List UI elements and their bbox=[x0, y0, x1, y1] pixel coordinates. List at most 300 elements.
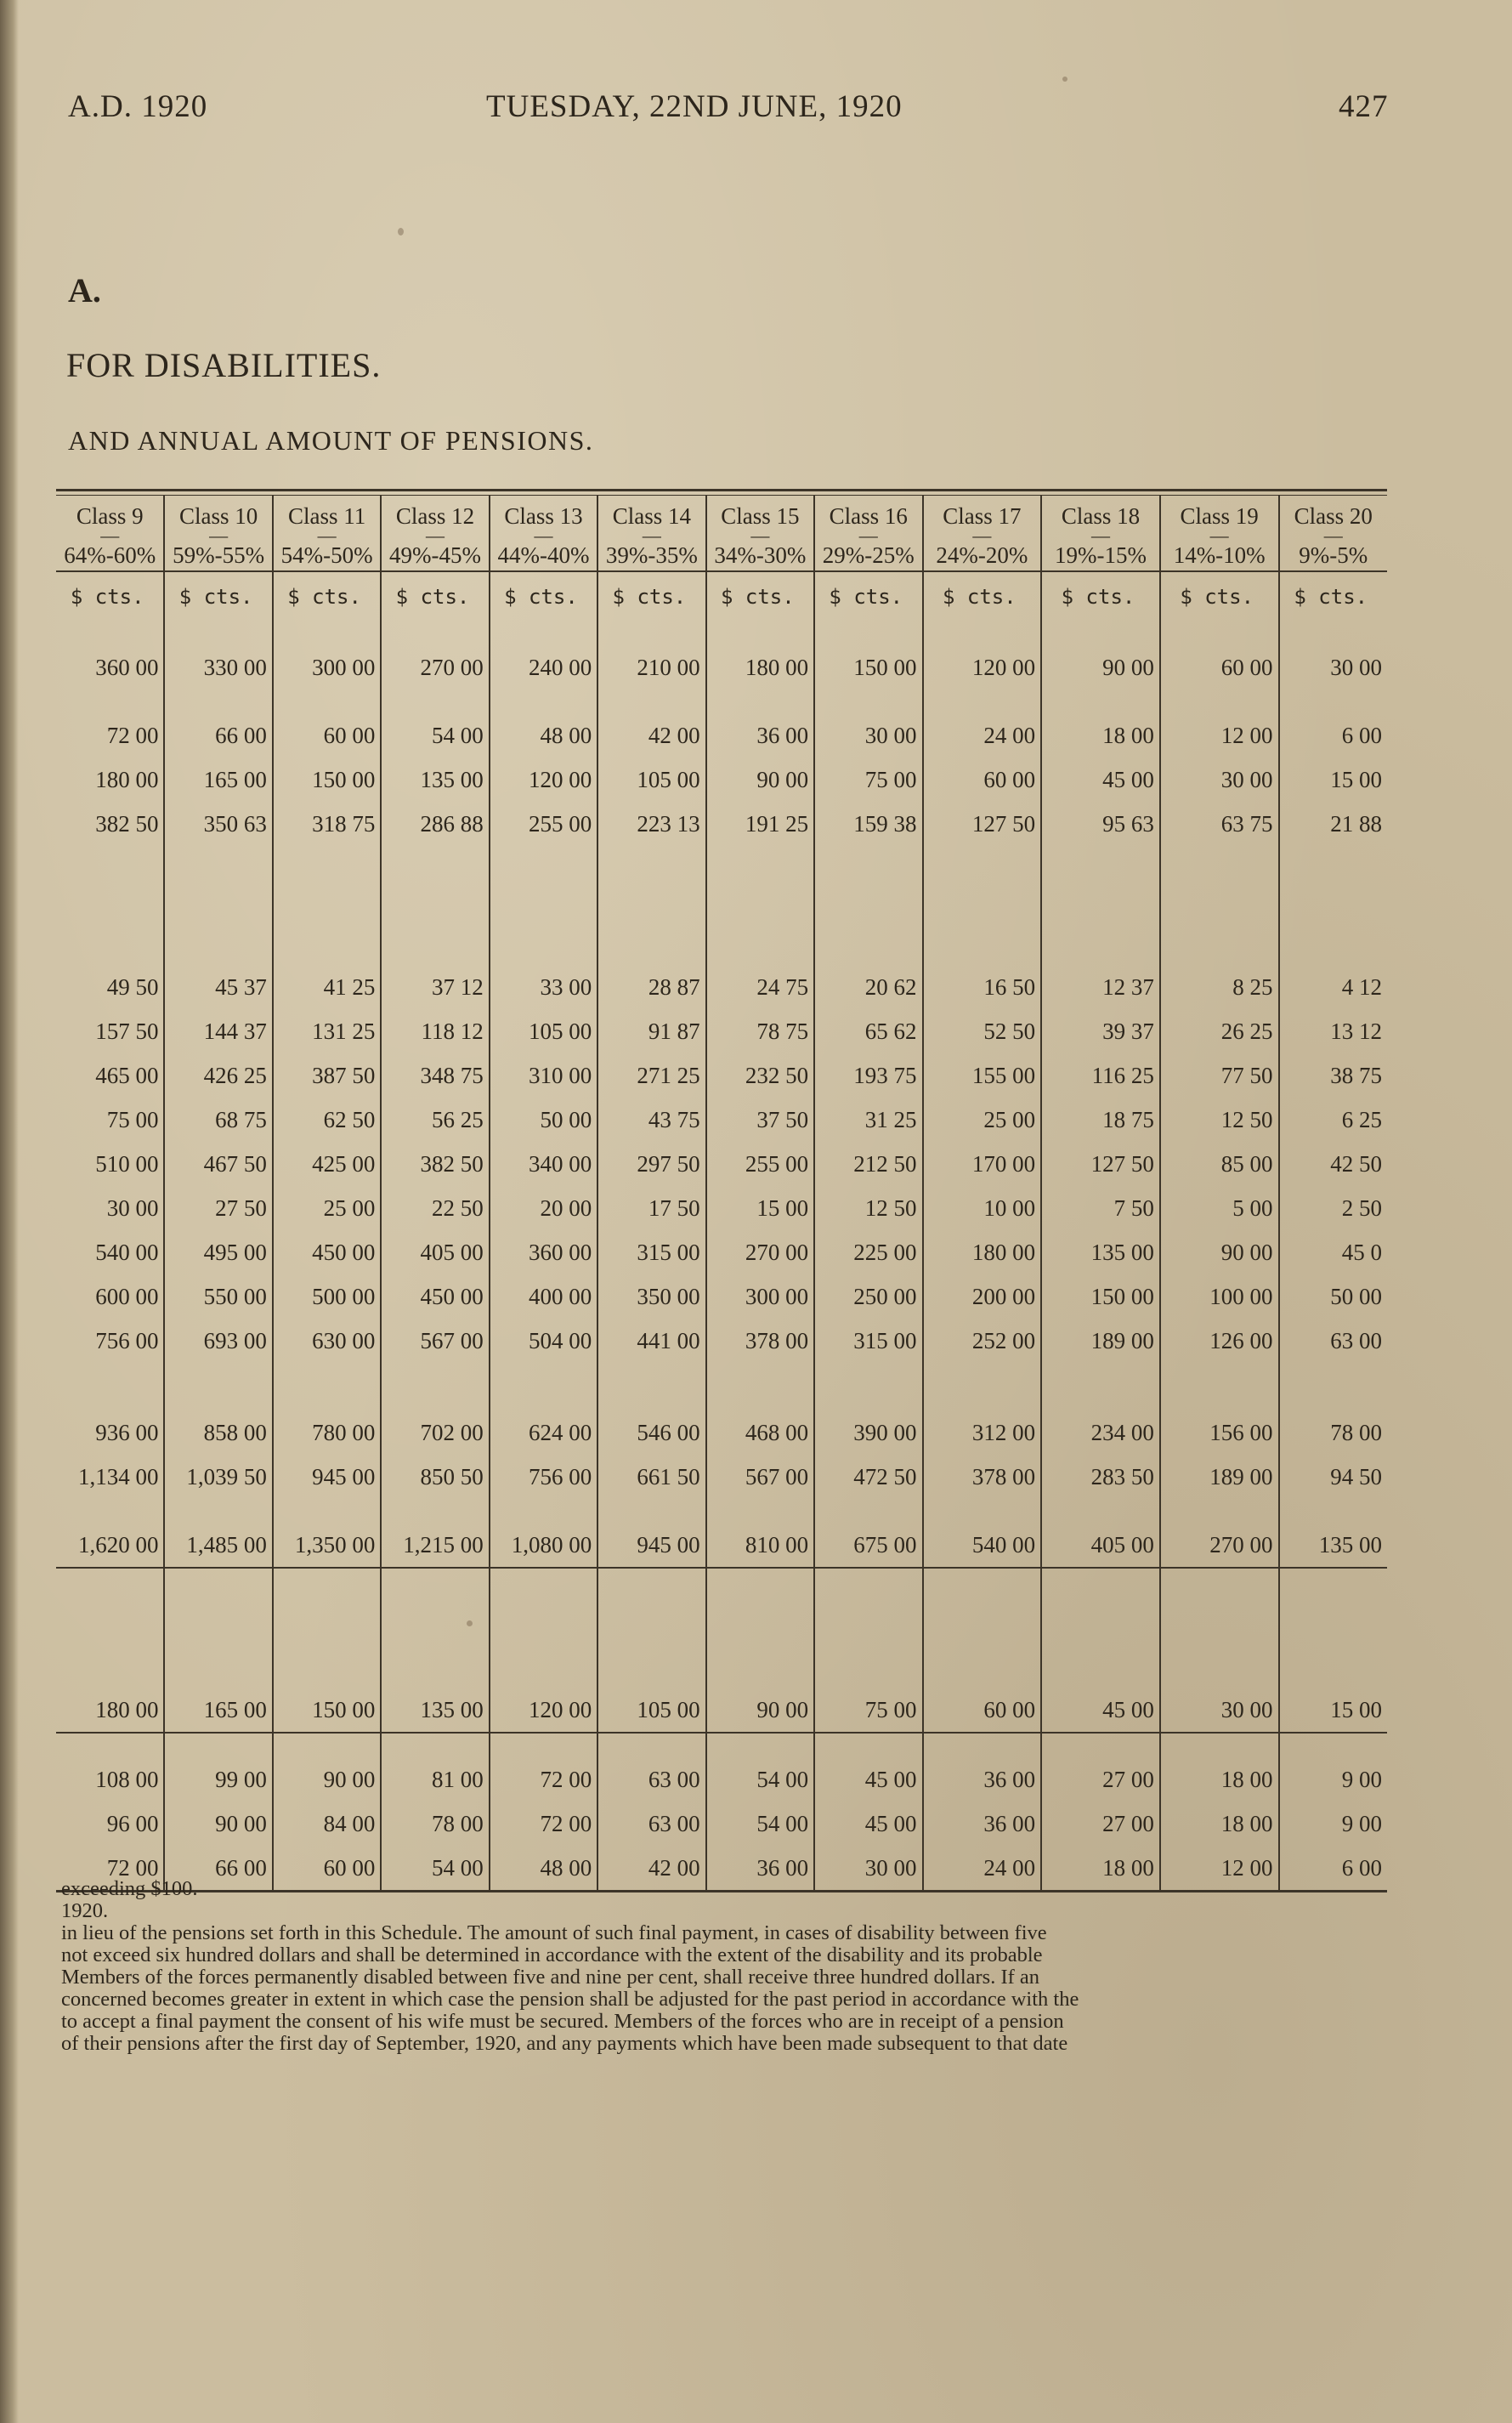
table-cell: 45 00 bbox=[1041, 758, 1160, 802]
table-cell: 4 12 bbox=[1341, 973, 1382, 1000]
ink-speck bbox=[398, 228, 404, 235]
table-cell: 127 50 bbox=[923, 802, 1042, 846]
table-spacer-row bbox=[56, 689, 1387, 713]
note-line: in lieu of the pensions set forth in this Schedule. The amount of such final payment, in cases of disability between five bbox=[61, 1921, 1047, 1944]
table-cell: 77 50 bbox=[1160, 1053, 1279, 1098]
table-cell: 50 00 bbox=[1330, 1283, 1382, 1309]
table-cell: 45 00 bbox=[1041, 1688, 1160, 1733]
table-cell: 54 00 bbox=[706, 1757, 814, 1802]
percent-range: 9%-5% bbox=[1299, 542, 1368, 568]
table-cell: 850 50 bbox=[381, 1455, 489, 1499]
table-cell: 60 00 bbox=[923, 758, 1042, 802]
table-cell: 27 00 bbox=[1041, 1757, 1160, 1802]
table-cell: 387 50 bbox=[273, 1053, 381, 1098]
spacer-cell bbox=[814, 1499, 922, 1523]
table-cell: 90 00 bbox=[1160, 1230, 1279, 1274]
table-cell: 18 00 bbox=[1160, 1757, 1279, 1802]
table-cell: 54 00 bbox=[381, 713, 489, 758]
spacer-cell bbox=[381, 1568, 489, 1688]
percent-range: 49%-45% bbox=[389, 542, 482, 568]
table-cell: 24 75 bbox=[706, 965, 814, 1009]
table-cell: 180 00 bbox=[56, 1688, 164, 1733]
table-cell: 15 00 bbox=[1330, 766, 1382, 792]
table-cell: 120 00 bbox=[490, 1688, 597, 1733]
table-cell: 348 75 bbox=[381, 1053, 489, 1098]
spacer-cell bbox=[1041, 621, 1160, 645]
spacer-cell bbox=[923, 1568, 1042, 1688]
table-cell: 270 00 bbox=[381, 645, 489, 689]
table-cell: 189 00 bbox=[1160, 1455, 1279, 1499]
table-cell: 13 12 bbox=[1330, 1018, 1382, 1044]
table-cell: 504 00 bbox=[490, 1319, 597, 1363]
header-dash: — bbox=[317, 525, 337, 546]
spacer-cell bbox=[273, 1568, 381, 1688]
table-cell: 81 00 bbox=[381, 1757, 489, 1802]
table-cell: 41 25 bbox=[273, 965, 381, 1009]
table-cell: 48 00 bbox=[490, 713, 597, 758]
table-cell: 39 37 bbox=[1041, 1009, 1160, 1053]
column-header bbox=[923, 496, 1042, 571]
spacer-cell bbox=[1160, 1733, 1279, 1757]
table-row bbox=[56, 1757, 1387, 1802]
header-dash: — bbox=[1209, 525, 1229, 546]
percent-range: 44%-40% bbox=[497, 542, 590, 568]
table-cell: 144 37 bbox=[164, 1009, 272, 1053]
table-cell: 16 50 bbox=[923, 965, 1042, 1009]
table-cell: 45 0 bbox=[1341, 1239, 1382, 1265]
column-header bbox=[597, 496, 705, 571]
header-dash: — bbox=[858, 525, 878, 546]
unit-cell: $ cts. bbox=[923, 571, 1042, 621]
table-cell: 330 00 bbox=[164, 645, 272, 689]
table-cell: 100 00 bbox=[1160, 1274, 1279, 1319]
ink-speck bbox=[1062, 77, 1067, 82]
note-line: exceeding $100. bbox=[61, 1877, 198, 1900]
percent-range: 29%-25% bbox=[822, 542, 915, 568]
table-spacer-row bbox=[56, 846, 1387, 965]
table-row bbox=[56, 1186, 1387, 1230]
table-cell: 212 50 bbox=[814, 1142, 922, 1186]
class-label: Class 19 bbox=[1180, 503, 1259, 529]
table-cell: 90 00 bbox=[706, 1688, 814, 1733]
table-cell: 30 00 bbox=[814, 713, 922, 758]
table-cell: 50 00 bbox=[490, 1098, 597, 1142]
spacer-cell bbox=[56, 689, 164, 713]
spacer-cell bbox=[164, 1568, 272, 1688]
table-cell: 78 00 bbox=[381, 1802, 489, 1846]
table-row bbox=[56, 1230, 1387, 1274]
table-cell: 156 00 bbox=[1160, 1410, 1279, 1455]
column-header bbox=[490, 496, 597, 571]
section-letter: A. bbox=[68, 271, 101, 309]
table-cell: 30 00 bbox=[1160, 1688, 1279, 1733]
table-cell: 425 00 bbox=[273, 1142, 381, 1186]
table-row bbox=[56, 1410, 1387, 1455]
table-row bbox=[56, 645, 1387, 689]
table-cell: 18 00 bbox=[1041, 713, 1160, 758]
unit-cell: $ cts. bbox=[56, 571, 164, 621]
table-row bbox=[56, 1455, 1387, 1499]
table-cell: 135 00 bbox=[1318, 1531, 1382, 1558]
table-cell: 37 50 bbox=[706, 1098, 814, 1142]
table-cell: 26 25 bbox=[1160, 1009, 1279, 1053]
table-cell: 78 00 bbox=[1330, 1419, 1382, 1445]
table-cell: 232 50 bbox=[706, 1053, 814, 1098]
table-cell: 630 00 bbox=[273, 1319, 381, 1363]
table-cell: 12 00 bbox=[1160, 713, 1279, 758]
table-cell: 15 00 bbox=[1330, 1696, 1382, 1722]
table-cell: 159 38 bbox=[814, 802, 922, 846]
table-cell: 7 50 bbox=[1041, 1186, 1160, 1230]
table-cell: 756 00 bbox=[56, 1319, 164, 1363]
table-cell: 12 00 bbox=[1160, 1846, 1279, 1892]
spacer-cell bbox=[164, 1499, 272, 1523]
spacer-cell bbox=[273, 1363, 381, 1410]
spacer-cell bbox=[164, 1733, 272, 1757]
spacer-cell bbox=[164, 689, 272, 713]
percent-range: 24%-20% bbox=[936, 542, 1028, 568]
table-cell: 63 00 bbox=[597, 1757, 705, 1802]
column-header bbox=[706, 496, 814, 571]
table-cell: 450 00 bbox=[273, 1230, 381, 1274]
page-binding-edge bbox=[0, 0, 19, 2423]
spacer-cell bbox=[706, 621, 814, 645]
table-cell: 90 00 bbox=[706, 758, 814, 802]
percent-range: 39%-35% bbox=[605, 542, 698, 568]
table-cell: 510 00 bbox=[56, 1142, 164, 1186]
table-cell: 318 75 bbox=[273, 802, 381, 846]
table-cell: 240 00 bbox=[490, 645, 597, 689]
table-cell: 20 62 bbox=[814, 965, 922, 1009]
table-cell: 1,080 00 bbox=[490, 1523, 597, 1568]
table-cell: 78 75 bbox=[706, 1009, 814, 1053]
header-dash: — bbox=[972, 525, 992, 546]
table-cell: 84 00 bbox=[273, 1802, 381, 1846]
table-cell: 661 50 bbox=[597, 1455, 705, 1499]
spacer-cell bbox=[273, 1733, 381, 1757]
table-cell: 105 00 bbox=[597, 758, 705, 802]
table-cell: 165 00 bbox=[164, 758, 272, 802]
table-cell: 286 88 bbox=[381, 802, 489, 846]
table-cell: 756 00 bbox=[490, 1455, 597, 1499]
table-cell: 540 00 bbox=[56, 1230, 164, 1274]
table-cell: 400 00 bbox=[490, 1274, 597, 1319]
table-cell: 426 25 bbox=[164, 1053, 272, 1098]
spacer-cell bbox=[56, 846, 164, 965]
column-header-row bbox=[56, 496, 1387, 571]
table-cell: 18 75 bbox=[1041, 1098, 1160, 1142]
spacer-cell bbox=[923, 689, 1042, 713]
table-cell: 378 00 bbox=[923, 1455, 1042, 1499]
spacer-cell bbox=[706, 846, 814, 965]
table-cell: 270 00 bbox=[1160, 1523, 1279, 1568]
table-cell: 20 00 bbox=[490, 1186, 597, 1230]
table-cell: 858 00 bbox=[164, 1410, 272, 1455]
table-cell: 99 00 bbox=[164, 1757, 272, 1802]
spacer-cell bbox=[381, 689, 489, 713]
spacer-cell bbox=[1041, 1499, 1160, 1523]
table-cell: 550 00 bbox=[164, 1274, 272, 1319]
table-cell: 600 00 bbox=[56, 1274, 164, 1319]
table-cell: 108 00 bbox=[56, 1757, 164, 1802]
table-cell: 63 00 bbox=[597, 1802, 705, 1846]
class-label: Class 10 bbox=[179, 503, 258, 529]
table-cell: 60 00 bbox=[1160, 645, 1279, 689]
table-cell: 312 00 bbox=[923, 1410, 1042, 1455]
table-cell: 30 00 bbox=[814, 1846, 922, 1892]
spacer-cell bbox=[56, 1733, 164, 1757]
table-cell: 135 00 bbox=[381, 1688, 489, 1733]
class-label: Class 16 bbox=[829, 503, 908, 529]
table-cell: 234 00 bbox=[1041, 1410, 1160, 1455]
column-header bbox=[1041, 496, 1160, 571]
table-row bbox=[56, 1053, 1387, 1098]
percent-range: 19%-15% bbox=[1055, 542, 1147, 568]
table-cell: 193 75 bbox=[814, 1053, 922, 1098]
table-row bbox=[56, 1098, 1387, 1142]
note-line: of their pensions after the first day of September, 1920, and any payments which have been made subsequent to that date bbox=[61, 2032, 1068, 2055]
table-cell: 68 75 bbox=[164, 1098, 272, 1142]
table-cell: 91 87 bbox=[597, 1009, 705, 1053]
spacer-cell bbox=[164, 621, 272, 645]
spacer-cell bbox=[381, 846, 489, 965]
table-cell: 48 00 bbox=[490, 1846, 597, 1892]
table-cell: 90 00 bbox=[273, 1757, 381, 1802]
table-cell: 180 00 bbox=[56, 758, 164, 802]
table-cell: 75 00 bbox=[814, 1688, 922, 1733]
table-cell: 56 25 bbox=[381, 1098, 489, 1142]
table-cell: 191 25 bbox=[706, 802, 814, 846]
class-label: Class 17 bbox=[943, 503, 1022, 529]
spacer-cell bbox=[1160, 1363, 1279, 1410]
header-dash: — bbox=[534, 525, 553, 546]
table-cell: 12 50 bbox=[814, 1186, 922, 1230]
table-cell: 62 50 bbox=[273, 1098, 381, 1142]
table-cell: 540 00 bbox=[923, 1523, 1042, 1568]
table-cell: 200 00 bbox=[923, 1274, 1042, 1319]
table-cell: 180 00 bbox=[923, 1230, 1042, 1274]
note-line: 1920. bbox=[61, 1899, 109, 1922]
table-cell: 120 00 bbox=[923, 645, 1042, 689]
spacer-cell bbox=[273, 846, 381, 965]
unit-cell: $ cts. bbox=[706, 571, 814, 621]
table-cell: 22 50 bbox=[381, 1186, 489, 1230]
table-cell: 135 00 bbox=[381, 758, 489, 802]
class-label: Class 12 bbox=[395, 503, 475, 529]
table-cell: 30 00 bbox=[1330, 654, 1382, 680]
spacer-cell bbox=[923, 1499, 1042, 1523]
table-cell: 126 00 bbox=[1160, 1319, 1279, 1363]
table-cell: 252 00 bbox=[923, 1319, 1042, 1363]
percent-range: 59%-55% bbox=[173, 542, 265, 568]
spacer-cell bbox=[1160, 621, 1279, 645]
table-row bbox=[56, 802, 1387, 846]
unit-cell: $ cts. bbox=[164, 571, 272, 621]
spacer-cell bbox=[164, 846, 272, 965]
header-dash: — bbox=[750, 525, 770, 546]
spacer-cell bbox=[597, 1363, 705, 1410]
table-cell: 1,350 00 bbox=[273, 1523, 381, 1568]
table-cell: 170 00 bbox=[923, 1142, 1042, 1186]
table-cell: 120 00 bbox=[490, 758, 597, 802]
table-cell: 350 63 bbox=[164, 802, 272, 846]
unit-cell: $ cts. bbox=[1279, 571, 1387, 621]
spacer-cell bbox=[490, 1733, 597, 1757]
table-cell: 8 25 bbox=[1160, 965, 1279, 1009]
spacer-cell bbox=[814, 621, 922, 645]
table-cell: 116 25 bbox=[1041, 1053, 1160, 1098]
table-cell: 75 00 bbox=[56, 1098, 164, 1142]
header-year: A.D. 1920 bbox=[68, 89, 208, 124]
table-cell: 255 00 bbox=[490, 802, 597, 846]
table-cell: 495 00 bbox=[164, 1230, 272, 1274]
table-cell: 43 75 bbox=[597, 1098, 705, 1142]
table-row bbox=[56, 1142, 1387, 1186]
section-subheading: AND ANNUAL AMOUNT OF PENSIONS. bbox=[68, 425, 594, 456]
table-cell: 340 00 bbox=[490, 1142, 597, 1186]
percent-range: 54%-50% bbox=[280, 542, 373, 568]
table-cell: 9 00 bbox=[1341, 1810, 1382, 1836]
table-cell: 6 00 bbox=[1341, 722, 1382, 748]
spacer-cell bbox=[381, 1733, 489, 1757]
spacer-cell bbox=[56, 1363, 164, 1410]
table-row bbox=[56, 1319, 1387, 1363]
table-cell: 6 25 bbox=[1341, 1106, 1382, 1132]
spacer-cell bbox=[814, 1568, 922, 1688]
table-cell: 28 87 bbox=[597, 965, 705, 1009]
table-cell: 945 00 bbox=[597, 1523, 705, 1568]
unit-cell: $ cts. bbox=[1041, 571, 1160, 621]
table-cell: 25 00 bbox=[273, 1186, 381, 1230]
table-cell: 66 00 bbox=[164, 1846, 272, 1892]
table-cell: 21 88 bbox=[1330, 810, 1382, 837]
percent-range: 14%-10% bbox=[1173, 542, 1266, 568]
class-label: Class 9 bbox=[76, 503, 144, 529]
column-header bbox=[381, 496, 489, 571]
spacer-cell bbox=[1160, 689, 1279, 713]
class-label: Class 14 bbox=[612, 503, 692, 529]
table-cell: 60 00 bbox=[273, 1846, 381, 1892]
spacer-cell bbox=[1279, 1568, 1387, 1688]
table-row bbox=[56, 713, 1387, 758]
table-cell: 24 00 bbox=[923, 1846, 1042, 1892]
table-cell: 9 00 bbox=[1341, 1766, 1382, 1792]
table-row bbox=[56, 1802, 1387, 1846]
unit-cell: $ cts. bbox=[381, 571, 489, 621]
spacer-cell bbox=[56, 621, 164, 645]
table-spacer-row bbox=[56, 1733, 1387, 1757]
spacer-cell bbox=[814, 689, 922, 713]
spacer-cell bbox=[56, 1568, 164, 1688]
table-cell: 250 00 bbox=[814, 1274, 922, 1319]
spacer-cell bbox=[706, 1499, 814, 1523]
table-cell: 36 00 bbox=[923, 1757, 1042, 1802]
pension-table bbox=[56, 496, 1387, 1892]
table-cell: 189 00 bbox=[1041, 1319, 1160, 1363]
table-cell: 2 50 bbox=[1341, 1194, 1382, 1221]
table-cell: 360 00 bbox=[56, 645, 164, 689]
table-cell: 360 00 bbox=[490, 1230, 597, 1274]
table-cell: 405 00 bbox=[381, 1230, 489, 1274]
class-label: Class 11 bbox=[287, 503, 366, 529]
header-dash: — bbox=[426, 525, 445, 546]
table-cell: 300 00 bbox=[273, 645, 381, 689]
table-body bbox=[56, 621, 1387, 1892]
table-cell: 37 12 bbox=[381, 965, 489, 1009]
spacer-cell bbox=[597, 1733, 705, 1757]
table-cell: 72 00 bbox=[56, 1846, 164, 1892]
table-cell: 60 00 bbox=[923, 1688, 1042, 1733]
spacer-cell bbox=[381, 1499, 489, 1523]
header-dash: — bbox=[1091, 525, 1110, 546]
spacer-cell bbox=[381, 621, 489, 645]
spacer-cell bbox=[1279, 846, 1387, 965]
table-cell: 90 00 bbox=[1041, 645, 1160, 689]
table-cell: 936 00 bbox=[56, 1410, 164, 1455]
spacer-cell bbox=[814, 846, 922, 965]
table-cell: 15 00 bbox=[706, 1186, 814, 1230]
table-cell: 1,039 50 bbox=[164, 1455, 272, 1499]
column-header bbox=[273, 496, 381, 571]
note-line: Members of the forces permanently disabled between five and nine per cent, shall receive three hundred dollars. If an bbox=[61, 1966, 1040, 1989]
percent-range: 64%-60% bbox=[64, 542, 156, 568]
spacer-cell bbox=[490, 689, 597, 713]
header-date: TUESDAY, 22ND JUNE, 1920 bbox=[486, 89, 903, 124]
spacer-cell bbox=[56, 1499, 164, 1523]
table-cell: 271 25 bbox=[597, 1053, 705, 1098]
table-cell: 390 00 bbox=[814, 1410, 922, 1455]
class-label: Class 13 bbox=[504, 503, 583, 529]
table-cell: 27 50 bbox=[164, 1186, 272, 1230]
table-row bbox=[56, 965, 1387, 1009]
footnotes bbox=[61, 1878, 1387, 2055]
table-cell: 150 00 bbox=[273, 758, 381, 802]
percent-range: 34%-30% bbox=[714, 542, 807, 568]
table-cell: 945 00 bbox=[273, 1455, 381, 1499]
table-cell: 131 25 bbox=[273, 1009, 381, 1053]
table-cell: 810 00 bbox=[706, 1523, 814, 1568]
unit-cell: $ cts. bbox=[1160, 571, 1279, 621]
spacer-cell bbox=[1279, 689, 1387, 713]
table-cell: 1,134 00 bbox=[56, 1455, 164, 1499]
table-cell: 25 00 bbox=[923, 1098, 1042, 1142]
spacer-cell bbox=[1160, 846, 1279, 965]
table-cell: 255 00 bbox=[706, 1142, 814, 1186]
table-cell: 300 00 bbox=[706, 1274, 814, 1319]
spacer-cell bbox=[923, 1733, 1042, 1757]
table-cell: 60 00 bbox=[273, 713, 381, 758]
spacer-cell bbox=[1160, 1499, 1279, 1523]
spacer-cell bbox=[1279, 1499, 1387, 1523]
spacer-cell bbox=[706, 1568, 814, 1688]
table-cell: 382 50 bbox=[56, 802, 164, 846]
spacer-cell bbox=[490, 846, 597, 965]
class-label: Class 20 bbox=[1294, 503, 1373, 529]
table-cell: 12 50 bbox=[1160, 1098, 1279, 1142]
spacer-cell bbox=[490, 1499, 597, 1523]
table-cell: 180 00 bbox=[706, 645, 814, 689]
spacer-cell bbox=[490, 1363, 597, 1410]
unit-cell: $ cts. bbox=[490, 571, 597, 621]
spacer-cell bbox=[1160, 1568, 1279, 1688]
table-cell: 310 00 bbox=[490, 1053, 597, 1098]
column-header bbox=[1279, 496, 1387, 571]
spacer-cell bbox=[273, 1499, 381, 1523]
table-cell: 63 00 bbox=[1330, 1327, 1382, 1353]
header-dash: — bbox=[209, 525, 229, 546]
section-heading: FOR DISABILITIES. bbox=[66, 346, 382, 384]
table-cell: 210 00 bbox=[597, 645, 705, 689]
